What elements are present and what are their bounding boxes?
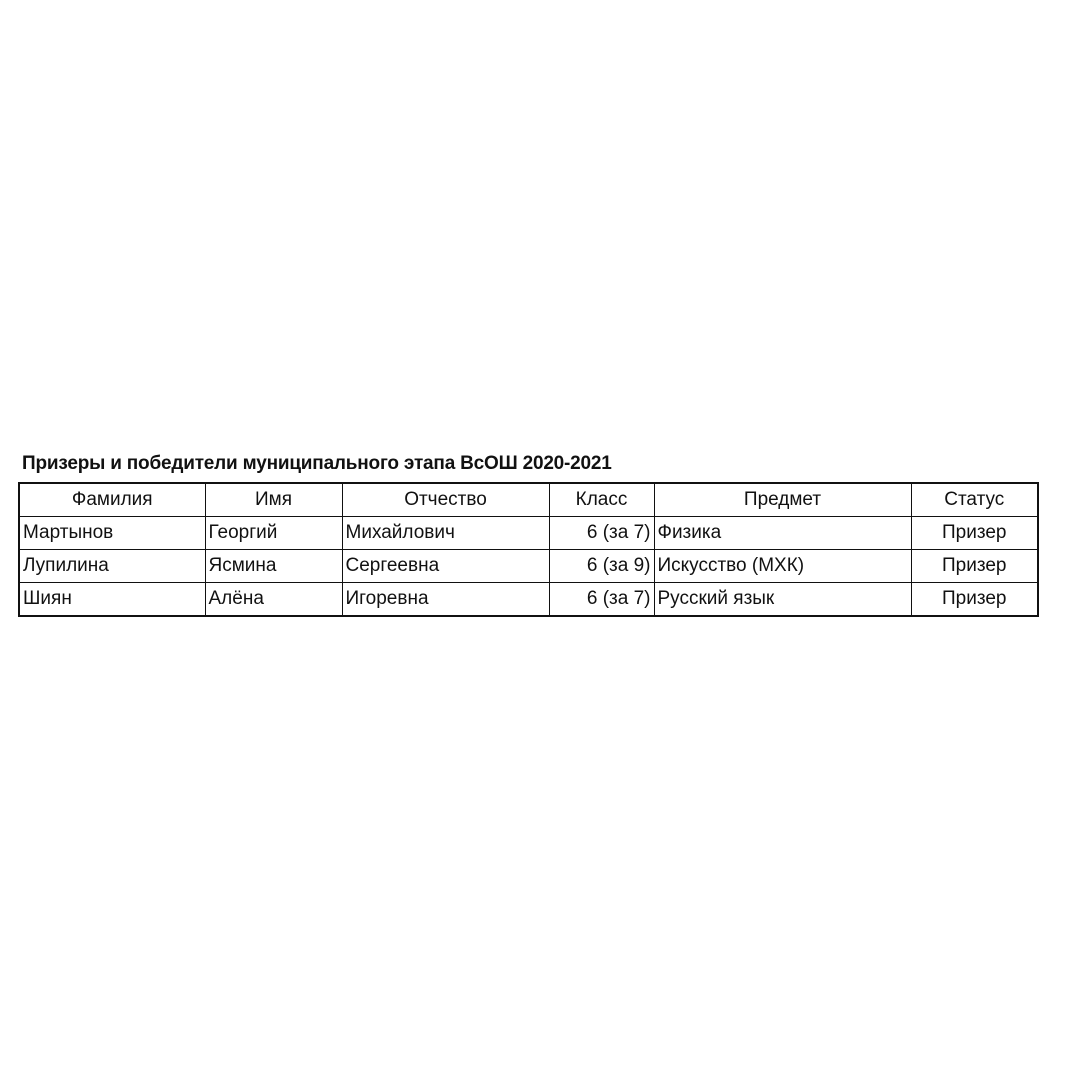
cell-grade: 6 (за 9) <box>549 550 654 583</box>
cell-first-name: Алёна <box>205 583 342 617</box>
cell-surname: Мартынов <box>19 517 205 550</box>
cell-surname: Шиян <box>19 583 205 617</box>
cell-patronymic: Игоревна <box>342 583 549 617</box>
header-surname: Фамилия <box>19 483 205 517</box>
header-subject: Предмет <box>654 483 911 517</box>
header-grade: Класс <box>549 483 654 517</box>
cell-status: Призер <box>911 517 1038 550</box>
table-row <box>19 517 1038 550</box>
cell-surname: Лупилина <box>19 550 205 583</box>
cell-subject: Русский язык <box>654 583 911 617</box>
header-status: Статус <box>911 483 1038 517</box>
cell-status: Призер <box>911 550 1038 583</box>
cell-subject: Искусство (МХК) <box>654 550 911 583</box>
document-title: Призеры и победители муниципального этапа ВсОШ 2020-2021 <box>22 453 612 474</box>
table-header-row <box>19 483 1038 517</box>
cell-patronymic: Сергеевна <box>342 550 549 583</box>
cell-first-name: Ясмина <box>205 550 342 583</box>
cell-patronymic: Михайлович <box>342 517 549 550</box>
results-table <box>18 482 1039 617</box>
table-row <box>19 583 1038 617</box>
cell-subject: Физика <box>654 517 911 550</box>
cell-status: Призер <box>911 583 1038 617</box>
header-patronymic: Отчество <box>342 483 549 517</box>
cell-grade: 6 (за 7) <box>549 583 654 617</box>
header-first-name: Имя <box>205 483 342 517</box>
table-row <box>19 550 1038 583</box>
cell-first-name: Георгий <box>205 517 342 550</box>
cell-grade: 6 (за 7) <box>549 517 654 550</box>
